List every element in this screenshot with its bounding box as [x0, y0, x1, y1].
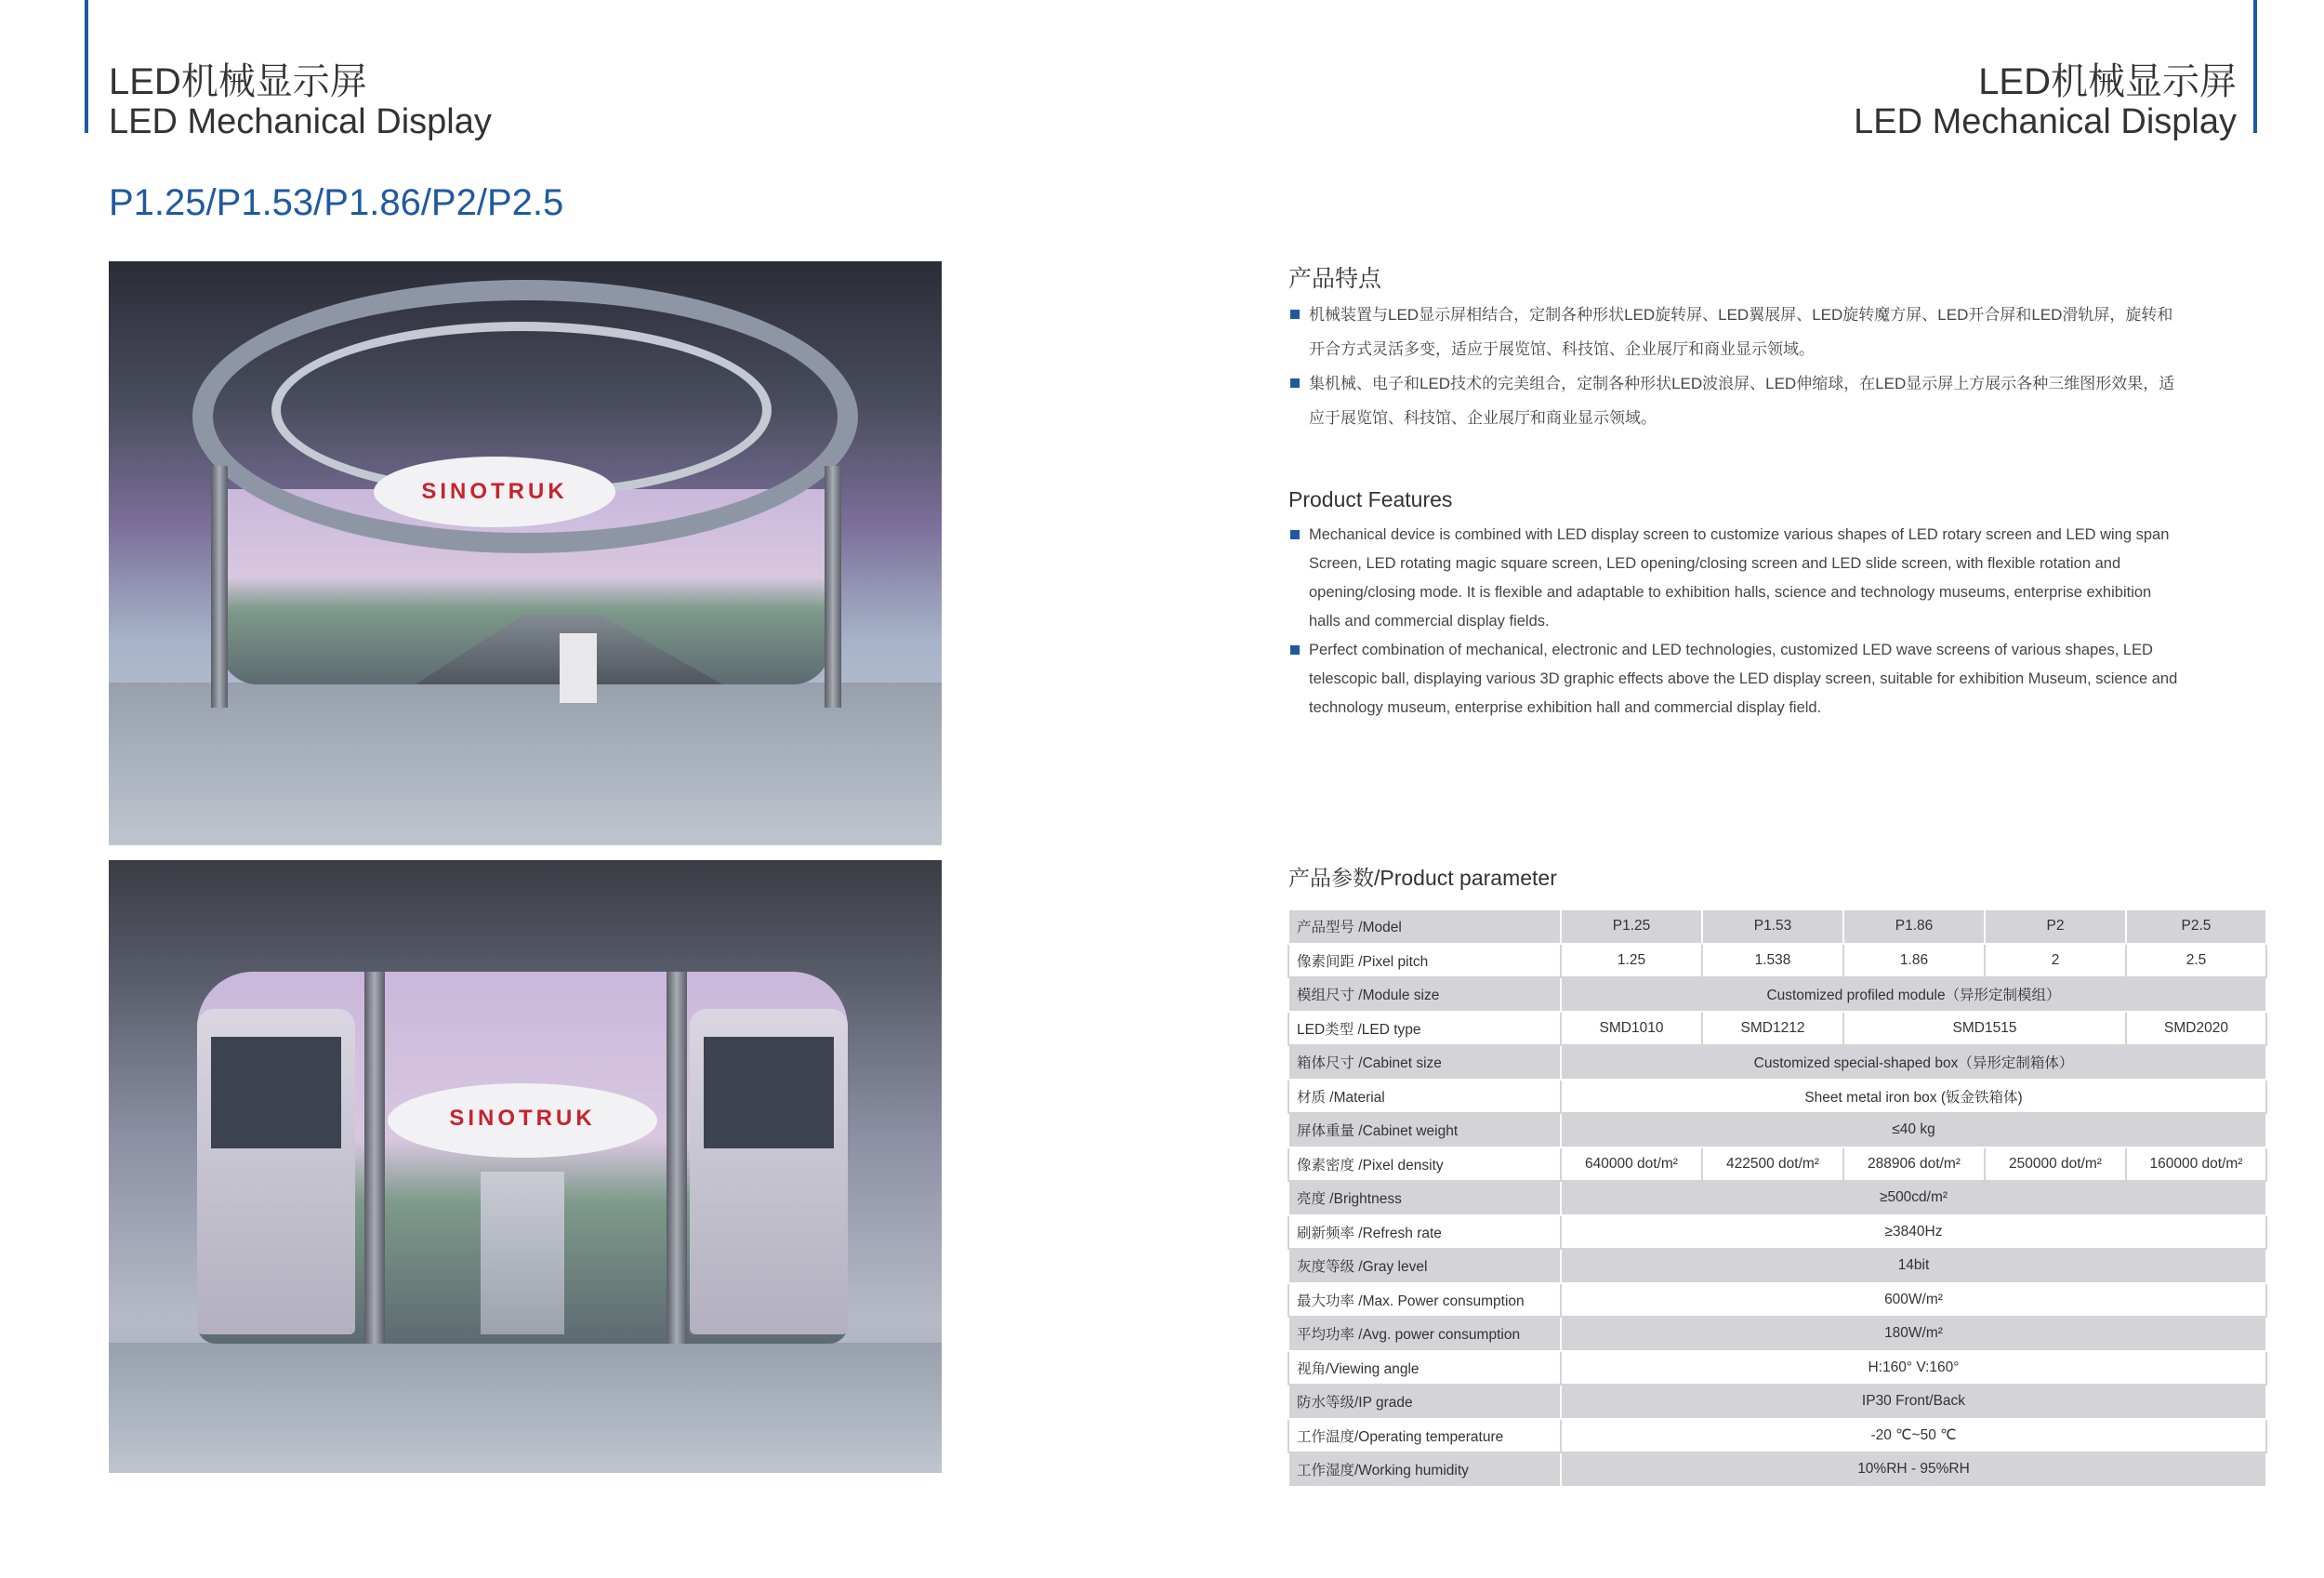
- table-row: [1288, 944, 2266, 978]
- left-title-cn: LED机械显示屏: [109, 61, 367, 102]
- table-cell: ≥3840Hz: [1561, 1215, 2266, 1250]
- table-row: [1288, 1385, 2266, 1419]
- table-cell: 640000 dot/m²: [1561, 1147, 1702, 1182]
- row-label: 产品型号 /Model: [1288, 909, 1561, 944]
- table-cell: 1.538: [1702, 944, 1843, 978]
- params-table: [1287, 908, 2267, 1488]
- table-cell: 2.5: [2126, 944, 2266, 978]
- table-cell: SMD2020: [2126, 1012, 2266, 1046]
- table-cell: 250000 dot/m²: [1985, 1147, 2126, 1182]
- table-cell: P2: [1985, 909, 2126, 944]
- left-accent-bar: [85, 0, 88, 133]
- table-cell: 2: [1985, 944, 2126, 978]
- table-cell: Sheet metal iron box (钣金铁箱体): [1561, 1080, 2266, 1114]
- table-row: [1288, 1113, 2266, 1147]
- table-cell: P2.5: [2126, 909, 2266, 944]
- table-row: [1288, 977, 2266, 1012]
- table-cell: ≥500cd/m²: [1561, 1181, 2266, 1215]
- row-label: LED类型 /LED type: [1288, 1012, 1561, 1046]
- row-label: 平均功率 /Avg. power consumption: [1288, 1317, 1561, 1351]
- truck-right-image: [690, 1009, 848, 1334]
- table-cell: Customized special-shaped box（异形定制箱体）: [1561, 1045, 2266, 1080]
- table-row: [1288, 1181, 2266, 1215]
- table-cell: 600W/m²: [1561, 1283, 2266, 1318]
- features-en-title: Product Features: [1288, 487, 1453, 511]
- row-label: 亮度 /Brightness: [1288, 1181, 1561, 1215]
- product-photo-rotary-screen: [109, 261, 942, 845]
- table-cell: SMD1515: [1843, 1012, 2126, 1046]
- truck-windshield: [211, 1037, 341, 1148]
- row-label: 像素密度 /Pixel density: [1288, 1147, 1561, 1182]
- table-row: [1288, 1419, 2266, 1453]
- right-title-en: LED Mechanical Display: [1854, 102, 2237, 141]
- table-cell: Customized profiled module（异形定制模组）: [1561, 977, 2266, 1012]
- table-row: [1288, 1147, 2266, 1182]
- row-label: 视角/Viewing angle: [1288, 1351, 1561, 1386]
- features-en-list: [1288, 521, 2181, 723]
- row-label: 屏体重量 /Cabinet weight: [1288, 1113, 1561, 1147]
- right-title-cn: LED机械显示屏: [1978, 61, 2237, 102]
- left-pillar: [211, 466, 228, 708]
- table-cell: IP30 Front/Back: [1561, 1385, 2266, 1419]
- features-cn-title: 产品特点: [1288, 266, 1382, 292]
- table-cell: H:160° V:160°: [1561, 1351, 2266, 1386]
- photo-floor: [109, 683, 942, 845]
- row-label: 像素间距 /Pixel pitch: [1288, 944, 1561, 978]
- table-cell: 160000 dot/m²: [2126, 1147, 2266, 1182]
- disc-logo-text: SINOTRUK: [449, 1106, 596, 1131]
- row-label: 模组尺寸 /Module size: [1288, 977, 1561, 1012]
- row-label: 刷新频率 /Refresh rate: [1288, 1215, 1561, 1250]
- left-title-en: LED Mechanical Display: [109, 102, 492, 141]
- features-en-item: Perfect combination of mechanical, electronic and LED technologies, customized LED wave screens of various shapes, LED telescopic ball, displaying various 3D graphic effects above the LED display screen, suitable for exhibition Museum, science and technology museum, enterprise exhibition hall and commercial display field.: [1288, 636, 2181, 723]
- model-line: P1.25/P1.53/P1.86/P2/P2.5: [109, 182, 564, 223]
- features-cn-list: [1288, 298, 2181, 435]
- row-label: 最大功率 /Max. Power consumption: [1288, 1283, 1561, 1318]
- features-en-item: Mechanical device is combined with LED display screen to customize various shapes of LED rotary screen and LED wing span Screen, LED rotating magic square screen, LED opening/closing screen and LED slide screen, with flexible rotation and opening/closing mode. It is flexible and adaptable to exhibition halls, science and technology museums, enterprise exhibition halls and commercial display fields.: [1288, 521, 2181, 636]
- table-row: [1288, 1080, 2266, 1114]
- table-cell: -20 ℃~50 ℃: [1561, 1419, 2266, 1453]
- right-pillar: [825, 466, 841, 708]
- table-cell: 1.25: [1561, 944, 1702, 978]
- truck-left-image: [197, 1009, 355, 1334]
- table-cell: 180W/m²: [1561, 1317, 2266, 1351]
- center-door: [481, 1172, 564, 1334]
- table-row: [1288, 1012, 2266, 1046]
- table-row: [1288, 1249, 2266, 1283]
- params-title: 产品参数/Product parameter: [1288, 866, 1557, 890]
- product-photo-cylinder-screen: [109, 860, 942, 1473]
- features-cn-item: 机械装置与LED显示屏相结合，定制各种形状LED旋转屏、LED翼展屏、LED旋转魔方屏、LED开合屏和LED滑轨屏，旋转和开合方式灵活多变，适应于展览馆、科技馆、企业展厅和商业显示领域。: [1288, 298, 2181, 366]
- row-label: 灰度等级 /Gray level: [1288, 1249, 1561, 1283]
- row-label: 材质 /Material: [1288, 1080, 1561, 1114]
- table-row: [1288, 1283, 2266, 1318]
- truck-windshield: [704, 1037, 834, 1148]
- right-pillar: [667, 972, 687, 1344]
- table-cell: 422500 dot/m²: [1702, 1147, 1843, 1182]
- table-row: [1288, 1317, 2266, 1351]
- right-accent-bar: [2253, 0, 2257, 133]
- table-cell: ≤40 kg: [1561, 1113, 2266, 1147]
- table-row: [1288, 909, 2266, 944]
- table-cell: P1.53: [1702, 909, 1843, 944]
- ceiling-disc: [388, 1083, 657, 1158]
- table-cell: SMD1212: [1702, 1012, 1843, 1046]
- podium: [560, 633, 597, 703]
- ceiling-disc: [374, 457, 615, 527]
- features-cn-item: 集机械、电子和LED技术的完美组合，定制各种形状LED波浪屏、LED伸缩球，在LED显示屏上方展示各种三维图形效果，适应于展览馆、科技馆、企业展厅和商业显示领域。: [1288, 366, 2181, 435]
- table-row: [1288, 1351, 2266, 1386]
- table-cell: 288906 dot/m²: [1843, 1147, 1985, 1182]
- table-row: [1288, 1215, 2266, 1250]
- table-cell: P1.86: [1843, 909, 1985, 944]
- row-label: 工作湿度/Working humidity: [1288, 1452, 1561, 1487]
- disc-logo-text: SINOTRUK: [421, 479, 568, 504]
- row-label: 箱体尺寸 /Cabinet size: [1288, 1045, 1561, 1080]
- table-cell: P1.25: [1561, 909, 1702, 944]
- table-cell: 14bit: [1561, 1249, 2266, 1283]
- table-row: [1288, 1452, 2266, 1487]
- photo-floor: [109, 1343, 942, 1473]
- table-cell: SMD1010: [1561, 1012, 1702, 1046]
- table-cell: 1.86: [1843, 944, 1985, 978]
- left-pillar: [364, 972, 385, 1344]
- row-label: 防水等级/IP grade: [1288, 1385, 1561, 1419]
- table-row: [1288, 1045, 2266, 1080]
- table-cell: 10%RH - 95%RH: [1561, 1452, 2266, 1487]
- row-label: 工作温度/Operating temperature: [1288, 1419, 1561, 1453]
